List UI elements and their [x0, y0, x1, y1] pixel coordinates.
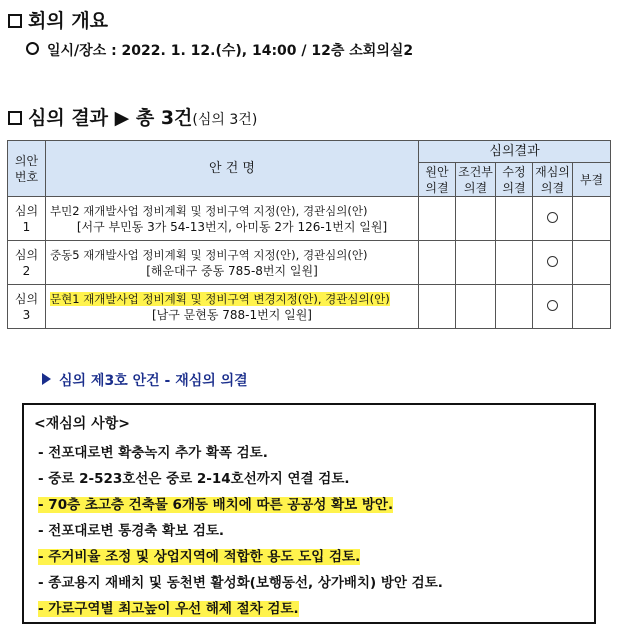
triangle-right-icon — [42, 373, 51, 385]
review-item — [38, 545, 360, 565]
review-item: - 중로 2-523호선은 중로 2-14호선까지 연결 검토. — [38, 471, 350, 487]
review-item: - 전포대로변 확충녹지 추가 확폭 검토. — [38, 445, 268, 461]
review-item — [38, 493, 393, 513]
header-text: 수정 — [502, 164, 526, 179]
cell-modified — [496, 241, 533, 285]
cell-rejected — [573, 197, 611, 241]
item-title: 부민2 재개발사업 정비계획 및 정비구역 지정(안), 경관심의(안) — [50, 203, 368, 218]
cell-conditional — [456, 285, 496, 329]
cell-conditional — [456, 197, 496, 241]
section-heading-results — [8, 103, 257, 130]
row-item — [46, 241, 419, 285]
circle-mark-icon — [547, 212, 558, 223]
table-row — [8, 285, 611, 329]
header-result: 심의결과 — [419, 141, 611, 163]
cell-rejected — [573, 285, 611, 329]
row-no — [8, 241, 46, 285]
cell-modified — [496, 285, 533, 329]
header-modified — [496, 163, 533, 197]
subheading-text: 심의 제3호 안건 - 재심의 의결 — [59, 373, 248, 389]
subheading — [42, 370, 248, 390]
section-subtitle: (심의 3건) — [192, 112, 258, 128]
item-location: [해운대구 중동 785-8번지 일원] — [146, 263, 318, 278]
header-text: 원안 — [425, 164, 449, 179]
highlighted-text: 문현1 재개발사업 정비계획 및 정비구역 변경지정(안), 경관심의(안) — [50, 291, 390, 306]
header-text: 의결 — [425, 180, 449, 195]
cell-rereview — [533, 241, 573, 285]
header-text: 의결 — [463, 180, 488, 195]
cell-original — [419, 197, 456, 241]
item-location: [서구 부민동 3가 54-13번지, 아미동 2가 126-1번지 일원] — [76, 219, 388, 234]
review-item: - 전포대로변 통경축 확보 검토. — [38, 523, 225, 539]
header-text: 조건부 — [458, 164, 493, 179]
cell-rereview — [533, 285, 573, 329]
row-no-text: 1 — [22, 219, 31, 234]
circle-bullet-icon — [26, 42, 39, 55]
header-item-name: 안 건 명 — [46, 141, 419, 197]
header-conditional — [456, 163, 496, 197]
review-title: <재심의 사항> — [34, 416, 130, 432]
highlighted-text: - 70층 초고층 건축물 6개동 배치에 따른 공공성 확보 방안. — [38, 497, 394, 513]
section-title: 심의 결과 ▶ 총 3건 — [28, 107, 193, 129]
row-no-text: 심의 — [14, 247, 39, 262]
highlighted-text: - 가로구역별 최고높이 우선 해제 절차 검토. — [38, 601, 299, 617]
results-table — [7, 140, 611, 329]
header-text: 재심의 — [535, 164, 570, 179]
section-title: 회의 개요 — [28, 10, 109, 32]
highlighted-text: - 주거비율 조정 및 상업지역에 적합한 용도 도입 검토. — [38, 549, 361, 565]
header-text: 의결 — [540, 180, 565, 195]
meeting-info — [26, 40, 413, 60]
review-item — [38, 597, 299, 617]
checkbox-square-icon — [8, 14, 22, 28]
checkbox-square-icon — [8, 111, 22, 125]
table-row — [8, 197, 611, 241]
cell-conditional — [456, 241, 496, 285]
header-rejected: 부결 — [573, 163, 611, 197]
row-no-text: 심의 — [14, 203, 39, 218]
section-heading-overview — [8, 6, 108, 33]
header-original — [419, 163, 456, 197]
circle-mark-icon — [547, 256, 558, 267]
row-item — [46, 197, 419, 241]
row-item — [46, 285, 419, 329]
item-location: [남구 문현동 788-1번지 일원] — [151, 307, 312, 322]
cell-rereview — [533, 197, 573, 241]
item-title — [46, 291, 418, 307]
header-rereview — [533, 163, 573, 197]
circle-mark-icon — [547, 300, 558, 311]
row-no-text: 3 — [22, 307, 31, 322]
header-text: 번호 — [14, 169, 39, 184]
row-no — [8, 285, 46, 329]
header-item-no — [8, 141, 46, 197]
review-item: - 종교용지 재배치 및 동천변 활성화(보행동선, 상가배치) 방안 검토. — [38, 575, 443, 591]
cell-modified — [496, 197, 533, 241]
header-text: 의안 — [14, 153, 39, 168]
cell-original — [419, 241, 456, 285]
review-box — [22, 403, 596, 624]
item-title: 중동5 재개발사업 정비계획 및 정비구역 지정(안), 경관심의(안) — [50, 247, 368, 262]
cell-rejected — [573, 241, 611, 285]
row-no — [8, 197, 46, 241]
table-row — [8, 241, 611, 285]
row-no-text: 심의 — [14, 291, 39, 306]
cell-original — [419, 285, 456, 329]
header-text: 의결 — [502, 180, 526, 195]
meeting-info-text: 일시/장소 : 2022. 1. 12.(수), 14:00 / 12층 소회의실2 — [47, 43, 414, 59]
row-no-text: 2 — [22, 263, 31, 278]
